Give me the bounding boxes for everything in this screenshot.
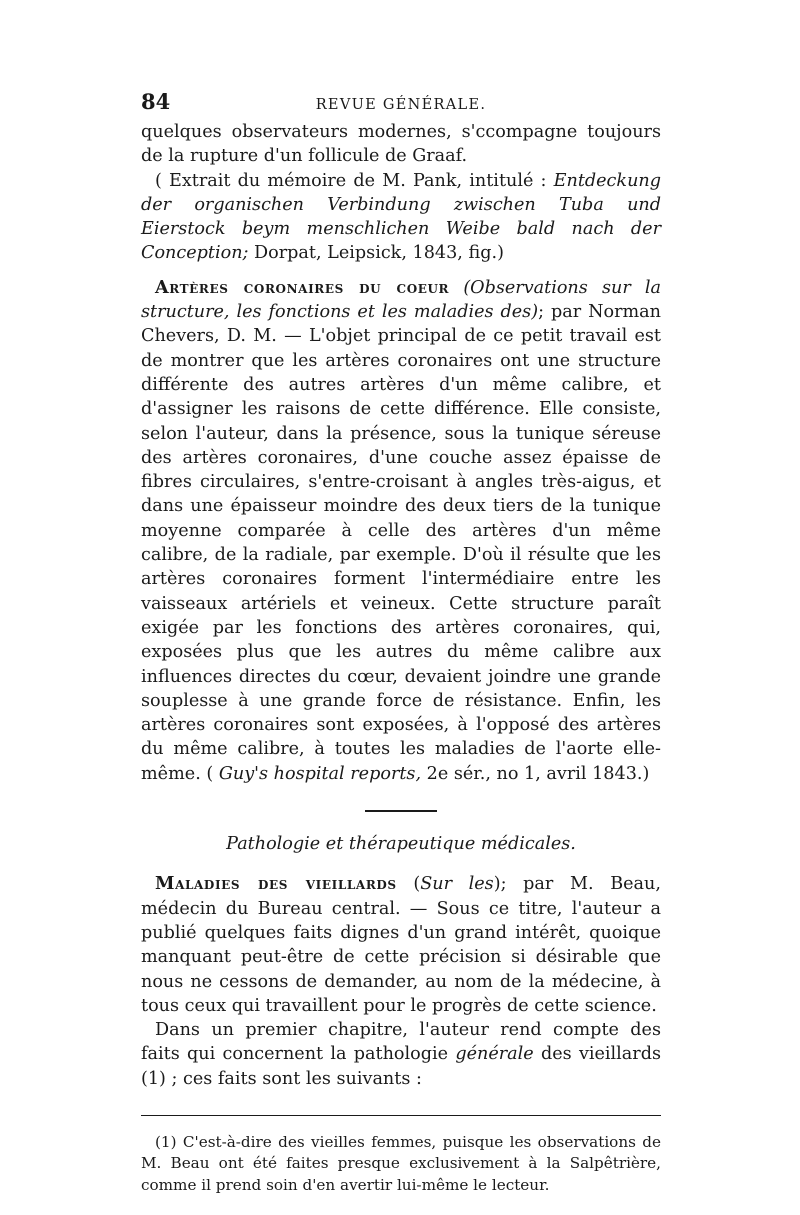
maladies-heading: Maladies des vieillards [155,873,397,895]
spacer [141,266,661,276]
arteres-heading: Artères coronaires du coeur [155,276,450,298]
chapitre-italic: générale [455,1044,534,1065]
arteres-subtitle: (Observations sur la structure, les fonctions et les maladies des) [141,277,662,323]
maladies-paragraph [141,872,661,1018]
arteres-ref-rest: 2e sér., no 1, avril 1843.) [421,763,650,784]
extract-prefix: ( Extrait du mémoire de M. Pank, intitulé : [155,170,554,191]
maladies-body: ; par M. Beau, médecin du Bureau central. — Sous ce titre, l'auteur a publié quelques faits dignes d'un grand intérêt, quoique manquant peut-être de cette précision si désirable que nous ne cessons de demander, au nom de la médecine, à tous ceux qui travaillent pour le progrès de cette science. [141,874,661,1016]
chapitre-paragraph [141,1018,661,1091]
footnote-divider [141,1115,661,1116]
extract-paragraph [141,169,661,266]
extract-suffix: Dorpat, Leipsick, 1843, fig.) [248,243,504,264]
section-title: Pathologie et thérapeutique médicales. [226,834,576,855]
arteres-paragraph [141,276,661,786]
arteres-ref-open: ( [206,763,219,784]
book-page [141,89,662,1196]
maladies-subtitle-open: ( [396,874,421,895]
chapitre-before: Dans un premier chapitre, l'auteur rend compte des faits qui concernent la pathologie [141,1020,661,1065]
arteres-ref-title: Guy's hospital reports, [218,763,422,784]
maladies-subtitle: Sur les [420,874,494,895]
arteres-author: ; par Norman Chevers, D. M. — [141,302,661,347]
chapitre-after: des vieillards (1) ; ces faits sont les suivants : [141,1044,661,1089]
intro-paragraph: quelques observateurs modernes, s'ccompagne toujours de la rupture d'un follicule de Graaf. [141,122,661,167]
running-title: REVUE GÉNÉRALE. [315,97,487,113]
page-number: 84 [141,89,171,114]
maladies-subtitle-close: ) [493,874,501,895]
page-header [141,89,661,116]
extract-title: Entdeckung der organischen Verbindung zwischen Tuba und Eierstock beym menschlichen Weibe bald nach der Conception; [141,170,661,264]
arteres-body: L'objet principal de ce petit travail est de montrer que les artères coronaires ont une structure différente des autres artères d'un même calibre, et d'assigner les raisons de cette différence. Elle consiste, selon l'auteur, dans la présence, sous la tunique séreuse des artères coronaires, d'une couche assez épaisse de fibres circulaires, s'entre-croisant à angles très-aigus, et dans une épaisseur moindre des deux tiers de la tunique moyenne comparée à celle des artères d'un même calibre, de la radiale, par exemple. D'où il résulte que les artères coronaires forment l'intermédiaire entre les vaisseaux artériels et veineux. Cette structure paraît exigée par les fonctions des artères coronaires, qui, exposées plus que les autres du même calibre aux influences directes du cœur, devaient joindre une grande souplesse à une grande force de résistance. Enfin, les artères coronaires sont exposées, à l'opposé des artères du même calibre, à toutes les maladies de l'aorte elle-même. [141,326,662,784]
section-divider [365,810,437,812]
footnote: (1) C'est-à-dire des vieilles femmes, puisque les observations de M. Beau ont été faites presque exclusivement à la Salpêtrière, comme il prend soin d'en avertir lui-même le lecteur. [141,1132,661,1194]
